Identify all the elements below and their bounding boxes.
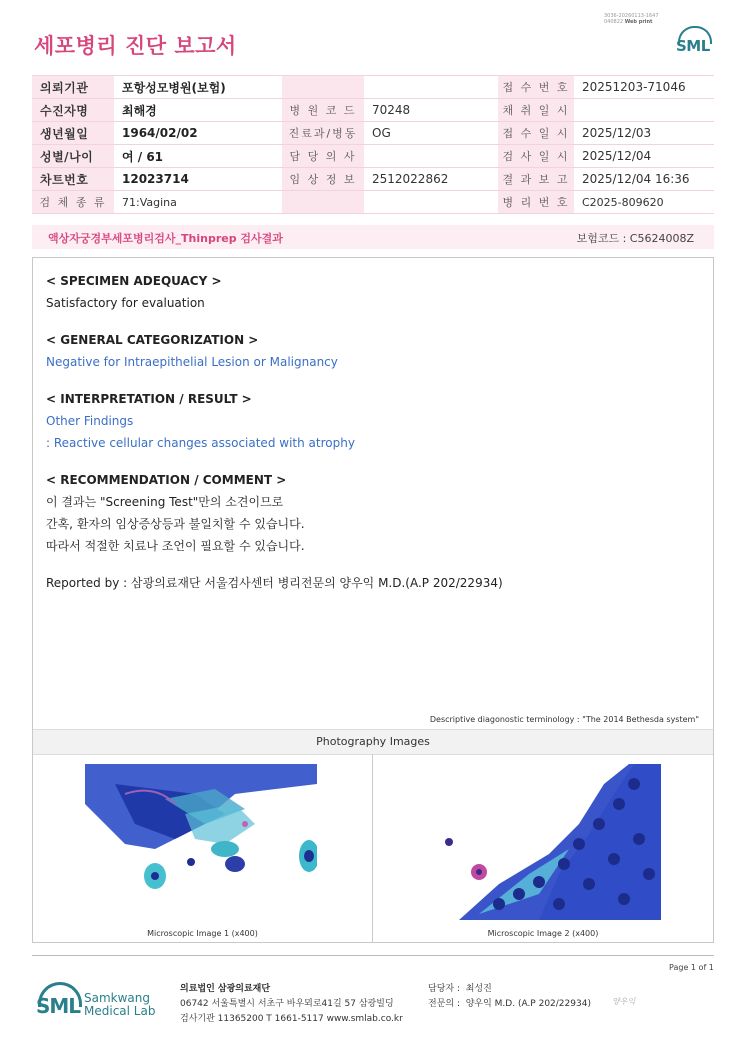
info-value [574, 99, 714, 122]
category-title: < GENERAL CATEGORIZATION > [46, 333, 259, 347]
info-value [364, 191, 498, 214]
info-value: C2025-809620 [574, 191, 714, 214]
footer-logo [36, 982, 156, 1026]
info-row [32, 99, 714, 122]
category-text: Negative for Intraepithelial Lesion or Malignancy [46, 355, 338, 369]
info-value [364, 76, 498, 99]
report-title: 세포병리 진단 보고서 [34, 34, 237, 58]
interpretation-line-2: : Reactive cellular changes associated with atrophy [46, 436, 355, 450]
info-label: 채 취 일 시 [498, 99, 574, 122]
info-row [32, 145, 714, 168]
interpretation-title: < INTERPRETATION / RESULT > [46, 392, 252, 406]
signature: 양우익 [612, 997, 636, 1006]
staff-name: 최성진 [465, 984, 492, 994]
footer-logo-name-1: Samkwang [84, 991, 150, 1005]
footer-staff [428, 982, 591, 1012]
interpretation-line-1: Other Findings [46, 414, 134, 428]
info-label: 담 당 의 사 [282, 145, 364, 168]
info-label: 접 수 번 호 [498, 76, 574, 99]
report-box [32, 257, 714, 943]
info-label: 진료과/병동 [282, 122, 364, 145]
info-value: 여 / 61 [114, 145, 282, 168]
info-label: 검 사 일 시 [498, 145, 574, 168]
recommendation-title: < RECOMMENDATION / COMMENT > [46, 473, 287, 487]
info-row [32, 191, 714, 214]
info-row [32, 122, 714, 145]
exam-bar [32, 225, 714, 249]
info-label: 병 리 번 호 [498, 191, 574, 214]
info-label: 성별/나이 [32, 145, 114, 168]
print-meta-id: 3036-20260113-1647 [604, 13, 659, 19]
microscopic-image-1[interactable] [85, 764, 317, 914]
footer-logo-name-2: Medical Lab [84, 1004, 156, 1018]
bethesda-note: Descriptive diagonostic terminology : "The 2014 Bethesda system" [429, 715, 699, 724]
recommendation-line-3: 따라서 적절한 치료나 조언이 필요할 수 있습니다. [46, 539, 305, 553]
insurance-code: 보험코드 : C5624008Z [576, 232, 694, 245]
info-value: 포항성모병원(보험) [114, 76, 282, 99]
logo-text: SML [676, 37, 710, 55]
photo-header: Photography Images [33, 729, 713, 755]
recommendation-line-1: 이 결과는 "Screening Test"만의 소견이므로 [46, 495, 284, 509]
info-value: OG [364, 122, 498, 145]
info-value: 1964/02/02 [114, 122, 282, 145]
print-meta [604, 13, 659, 25]
info-row [32, 168, 714, 191]
sml-logo [674, 26, 714, 60]
footer-org-info [180, 982, 403, 1027]
info-row [32, 76, 714, 99]
info-label: 결 과 보 고 [498, 168, 574, 191]
info-label: 접 수 일 시 [498, 122, 574, 145]
specialist-name: 양우익 M.D. (A.P 202/22934) [465, 999, 591, 1009]
print-meta-label: Web print [624, 19, 653, 25]
info-value: 2025/12/04 16:36 [574, 168, 714, 191]
info-value: 71:Vagina [114, 191, 282, 214]
info-label: 검 체 종 류 [32, 191, 114, 214]
footer-logo-sml: SML [36, 994, 81, 1018]
print-meta-code: 040822 [604, 19, 624, 25]
staff-label: 담당자 : [428, 984, 460, 994]
patient-info-table [32, 75, 714, 214]
info-value: 최해경 [114, 99, 282, 122]
photo-cell-1 [33, 754, 373, 942]
info-label: 생년월일 [32, 122, 114, 145]
photo-caption-1: Microscopic Image 1 (x400) [147, 929, 258, 938]
info-value [364, 145, 498, 168]
specialist-label: 전문의 : [428, 999, 460, 1009]
footer-logo-name [84, 992, 155, 1018]
info-label: 임 상 정 보 [282, 168, 364, 191]
footer-divider [32, 955, 714, 956]
info-value: 12023714 [114, 168, 282, 191]
footer-contact: 검사기관 11365200 T 1661-5117 www.smlab.co.kr [180, 1014, 403, 1024]
photo-caption-2: Microscopic Image 2 (x400) [487, 929, 599, 938]
reported-by: Reported by : 삼광의료재단 서울검사센터 병리전문의 양우익 M.D.(A.P 202/22934) [46, 576, 503, 590]
report-content [46, 270, 696, 594]
info-value: 2512022862 [364, 168, 498, 191]
adequacy-title: < SPECIMEN ADEQUACY > [46, 274, 222, 288]
footer-address: 06742 서울특별시 서초구 바우뫼로41길 57 삼광빌딩 [180, 999, 394, 1009]
microscopic-image-2[interactable] [439, 764, 661, 920]
info-value: 20251203-71046 [574, 76, 714, 99]
info-label [282, 191, 364, 214]
info-value: 2025/12/03 [574, 122, 714, 145]
info-value: 70248 [364, 99, 498, 122]
info-label [282, 76, 364, 99]
footer-org: 의료법인 삼광의료재단 [180, 984, 271, 994]
info-value: 2025/12/04 [574, 145, 714, 168]
page-number: Page 1 of 1 [669, 963, 714, 972]
exam-name: 액상자궁경부세포병리검사_Thinprep 검사결과 [48, 232, 283, 245]
info-label: 차트번호 [32, 168, 114, 191]
info-label: 의뢰기관 [32, 76, 114, 99]
photo-cell-2 [373, 754, 713, 942]
adequacy-text: Satisfactory for evaluation [46, 296, 205, 310]
info-label: 수진자명 [32, 99, 114, 122]
info-label: 병 원 코 드 [282, 99, 364, 122]
recommendation-line-2: 간혹, 환자의 임상증상등과 불일치할 수 있습니다. [46, 517, 305, 531]
